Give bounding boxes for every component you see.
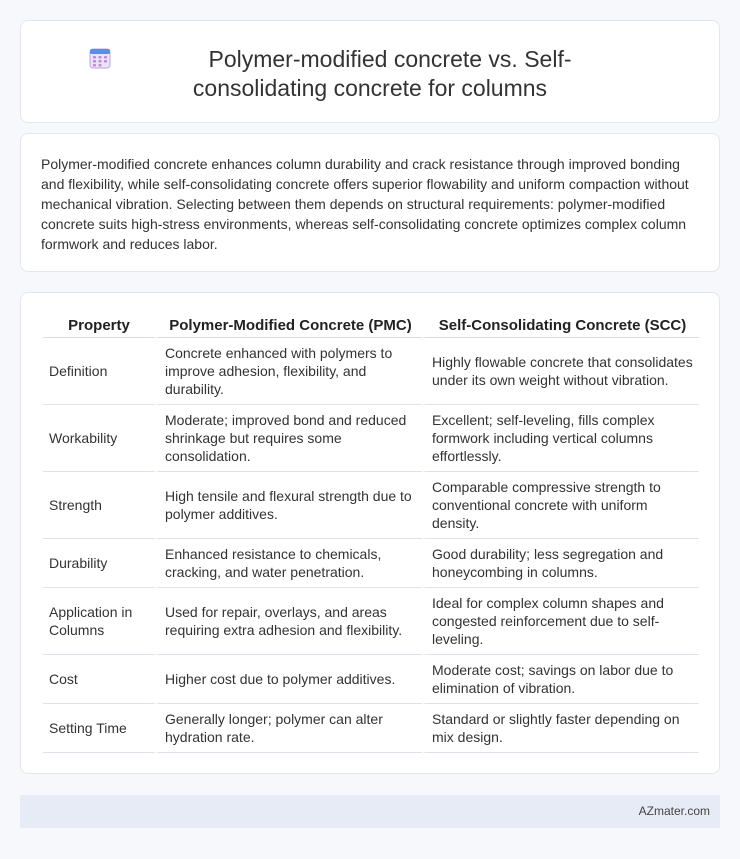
row-property: Definition xyxy=(43,338,155,405)
row-pmc: High tensile and flexural strength due to polymer additives. xyxy=(155,472,422,539)
table-row xyxy=(43,588,699,655)
intro-card xyxy=(20,133,720,272)
page-title-text: Polymer-modified concrete vs. Self-consolidating concrete for columns xyxy=(192,46,572,101)
header-property: Property xyxy=(43,315,155,338)
row-pmc: Higher cost due to polymer additives. xyxy=(155,655,422,704)
row-scc: Excellent; self-leveling, fills complex formwork including vertical columns effortlessly. xyxy=(422,405,699,472)
table-row xyxy=(43,338,699,405)
table-row xyxy=(43,655,699,704)
intro-paragraph: Polymer-modified concrete enhances column durability and crack resistance through improved bonding and flexibility, while self-consolidating concrete offers superior flowability and uniform compaction without mechanical vibration. Selecting between them depends on structural requirements: polymer-modified concrete suits high-stress environments, whereas self-consolidating concrete optimizes complex column formwork and reduces labor. xyxy=(41,156,689,252)
row-scc: Comparable compressive strength to conventional concrete with uniform density. xyxy=(422,472,699,539)
page-title xyxy=(21,45,719,103)
table-header-row xyxy=(43,315,699,338)
row-pmc: Used for repair, overlays, and areas requiring extra adhesion and flexibility. xyxy=(155,588,422,655)
footer-brand: AZmater.com xyxy=(638,804,710,818)
table-row xyxy=(43,704,699,753)
row-property: Setting Time xyxy=(43,704,155,753)
header-scc: Self-Consolidating Concrete (SCC) xyxy=(422,315,699,338)
row-property: Cost xyxy=(43,655,155,704)
row-pmc: Enhanced resistance to chemicals, cracking, and water penetration. xyxy=(155,539,422,588)
footer-bar xyxy=(20,795,720,828)
row-scc: Moderate cost; savings on labor due to elimination of vibration. xyxy=(422,655,699,704)
table-row xyxy=(43,405,699,472)
row-pmc: Generally longer; polymer can alter hydration rate. xyxy=(155,704,422,753)
row-scc: Good durability; less segregation and honeycombing in columns. xyxy=(422,539,699,588)
row-property: Strength xyxy=(43,472,155,539)
title-card xyxy=(20,20,720,123)
row-property: Durability xyxy=(43,539,155,588)
row-scc: Ideal for complex column shapes and congested reinforcement due to self-leveling. xyxy=(422,588,699,655)
table-row xyxy=(43,539,699,588)
row-scc: Standard or slightly faster depending on mix design. xyxy=(422,704,699,753)
row-scc: Highly flowable concrete that consolidates under its own weight without vibration. xyxy=(422,338,699,405)
row-property: Application in Columns xyxy=(43,588,155,655)
comparison-card xyxy=(20,292,720,774)
header-pmc: Polymer-Modified Concrete (PMC) xyxy=(155,315,422,338)
comparison-table xyxy=(43,315,699,753)
table-row xyxy=(43,472,699,539)
row-property: Workability xyxy=(43,405,155,472)
row-pmc: Concrete enhanced with polymers to improve adhesion, flexibility, and durability. xyxy=(155,338,422,405)
row-pmc: Moderate; improved bond and reduced shrinkage but requires some consolidation. xyxy=(155,405,422,472)
